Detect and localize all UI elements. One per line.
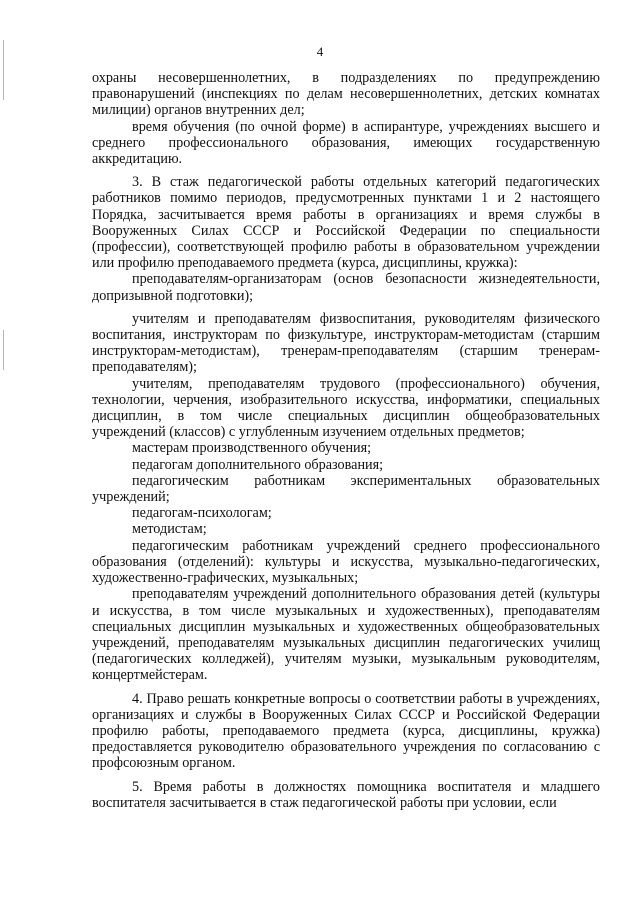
page-number: 4 — [316, 44, 324, 59]
list-item: педагогам-психологам; — [132, 505, 272, 522]
paragraph: время обучения (по очной форме) в аспирантуре, учреждениях высшего и среднего профессионального образования, имеющих государственную аккредитацию. — [92, 118, 600, 168]
body-text — [92, 70, 600, 811]
list-item: учителям и преподавателям физвоспитания, руководителям физического воспитания, инструкторам по физкультуре, инструкторам-методистам (старшим инструкторам-методистам), тренерам-преподавателям (старшим тренерам-преподавателям); — [92, 310, 600, 376]
list-item: методистам; — [132, 521, 207, 538]
paragraph: 3. В стаж педагогической работы отдельных категорий педагогических работников помимо периодов, предусмотренных пунктами 1 и 2 настоящего Порядка, засчитывается время работы в организациях и время службы в Вооруженных Силах СССР и Российской Федерации по специальности (профессии), соответствующей профилю работы в образовательном учреждении или профилю преподаваемого предмета (курса, дисциплины, кружка): — [92, 174, 600, 272]
list-item: учителям, преподавателям трудового (профессионального) обучения, технологии, черчения, изобразительного искусства, информатики, специальных дисциплин, в том числе специальных дисциплин общеобразовательных учреждений (классов) с углубленным изучением отдельных предметов; — [92, 375, 600, 441]
paragraph: охраны несовершеннолетних, в подразделениях по предупреждению правонарушений (инспекциях по делам несовершеннолетних, детских комнатах милиции) органов внутренних дел; — [92, 70, 600, 119]
paragraph: 5. Время работы в должностях помощника воспитателя и младшего воспитателя засчитывается в стаж педагогической работы при условии, если — [92, 778, 600, 811]
list-item: преподавателям учреждений дополнительного образования детей (культуры и искусства, в том числе музыкальных и художественных), преподавателям специальных дисциплин музыкальных и художественных общеобразовательных учреждений, преподавателям музыкальных дисциплин педагогических училищ (педагогических колледжей), учителям музыки, музыкальным руководителям, концертмейстерам. — [92, 586, 600, 684]
list-item: педагогическим работникам учреждений среднего профессионального образования (отделений): культуры и искусства, музыкально-педагогических, художественно-графических, музыкальных; — [92, 537, 600, 587]
paragraph: 4. Право решать конкретные вопросы о соответствии работы в учреждениях, организациях и службы в Вооруженных Силах СССР и Российской Федерации профилю работы, преподаваемого предмета (курса, дисциплины, кружка) предоставляется руководителю образовательного учреждения по согласованию с профсоюзным органом. — [92, 690, 600, 772]
scan-edge-line — [3, 330, 4, 370]
list-item: преподавателям-организаторам (основ безопасности жизнедеятельности, допризывной подготовки); — [92, 271, 600, 304]
list-item: мастерам производственного обучения; — [132, 440, 372, 457]
list-item: педагогам дополнительного образования; — [132, 456, 384, 473]
list-item: педагогическим работникам экспериментальных образовательных учреждений; — [92, 472, 600, 506]
